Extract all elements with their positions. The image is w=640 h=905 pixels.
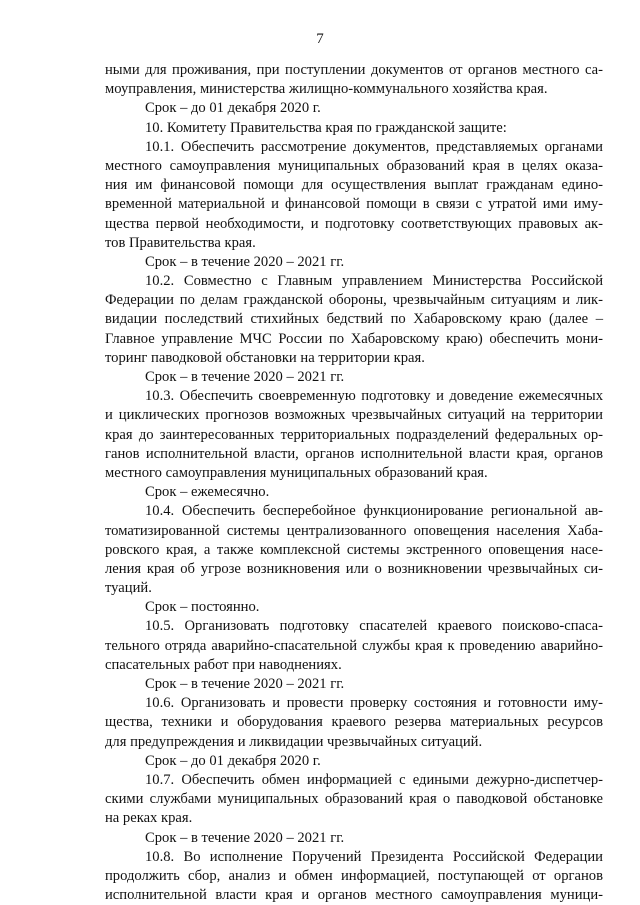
text-line: торинг паводковой обстановки на территории края. xyxy=(105,349,425,366)
text-line: 10.3. Обеспечить своевременную подготовку и доведение ежемесячных xyxy=(145,388,603,405)
text-line: ния им финансовой помощи для осуществления выплат гражданам едино- xyxy=(105,177,603,194)
text-line: 10.5. Организовать подготовку спасателей краевого поисково-спаса- xyxy=(145,618,603,635)
text-line: и циклических прогнозов возможных чрезвычайных ситуаций на территории xyxy=(105,407,603,424)
text-line: Главное управление МЧС России по Хабаровскому краю) обеспечить мони- xyxy=(105,330,603,347)
paragraph xyxy=(105,771,603,829)
text-line: Срок – до 01 декабря 2020 г. xyxy=(145,752,321,769)
text-line: 10. Комитету Правительства края по гражданской защите: xyxy=(145,119,507,136)
paragraph xyxy=(105,99,603,118)
paragraph xyxy=(105,848,603,905)
text-line: Срок – до 01 декабря 2020 г. xyxy=(145,100,321,117)
paragraph xyxy=(105,617,603,675)
paragraph xyxy=(105,829,603,848)
paragraph xyxy=(105,272,603,368)
text-line: Срок – в течение 2020 – 2021 гг. xyxy=(145,369,345,385)
text-line: 10.4. Обеспечить бесперебойное функционирование региональной ав- xyxy=(145,503,603,520)
text-line: Срок – в течение 2020 – 2021 гг. xyxy=(145,676,345,692)
page-number: 7 xyxy=(316,31,324,47)
text-line: 10.6. Организовать и провести проверку состояния и готовности иму- xyxy=(145,695,603,712)
text-line: 10.7. Обеспечить обмен информацией с едиными дежурно-диспетчер- xyxy=(145,771,603,788)
document-body xyxy=(105,61,603,905)
text-line: на реках края. xyxy=(105,810,193,827)
text-line: 10.2. Совместно с Главным управлением Министерства Российской xyxy=(145,273,603,290)
text-line: Срок – ежемесячно. xyxy=(145,484,270,501)
text-line: исполнительной власти края и органов местного самоуправления муници- xyxy=(105,887,603,904)
text-line: Федерации по делам гражданской обороны, чрезвычайным ситуациям и лик- xyxy=(105,292,603,309)
text-line: ными для проживания, при поступлении документов от органов местного са- xyxy=(105,62,603,78)
text-line: временной материальной и финансовой помощи в связи с утратой ими иму- xyxy=(105,196,603,213)
text-line: туаций. xyxy=(105,580,152,597)
paragraph xyxy=(105,387,603,483)
paragraph xyxy=(105,368,603,387)
text-line: Срок – постоянно. xyxy=(145,599,260,616)
paragraph xyxy=(105,675,603,694)
paragraph xyxy=(105,502,603,598)
text-line: 10.1. Обеспечить рассмотрение документов, представляемых органами xyxy=(145,138,603,155)
text-line: ления края об угрозе возникновения или о возникновении чрезвычайных си- xyxy=(105,560,603,577)
paragraph xyxy=(105,253,603,272)
text-line: Срок – в течение 2020 – 2021 гг. xyxy=(145,253,345,270)
text-line: 10.8. Во исполнение Поручений Президента Российской Федерации xyxy=(145,848,603,865)
text-line: щества, техники и оборудования краевого резерва материальных ресурсов xyxy=(105,714,603,731)
text-line: края до заинтересованных территориальных подразделений федеральных ор- xyxy=(105,426,603,443)
text-line: моуправления, министерства жилищно-коммунального хозяйства края. xyxy=(105,81,548,98)
text-line: ганов исполнительной власти, органов исполнительной власти края, органов xyxy=(105,445,603,462)
paragraph xyxy=(105,694,603,752)
text-line: продолжить сбор, анализ и обмен информацией, поступающей от органов xyxy=(105,867,603,884)
text-line: тов Правительства края. xyxy=(105,234,256,251)
text-line: ровского края, а также комплексной системы экстренного оповещения насе- xyxy=(105,541,603,558)
paragraph xyxy=(105,752,603,771)
text-line: видации последствий стихийных бедствий по Хабаровскому краю (далее – xyxy=(105,311,603,328)
text-line: щества первой необходимости, и подготовку соответствующих правовых ак- xyxy=(105,215,603,232)
text-line: томатизированной системы централизованного оповещения населения Хаба- xyxy=(105,522,603,539)
text-line: тельного отряда аварийно-спасательной службы края к проведению аварийно- xyxy=(105,637,603,654)
text-line: местного самоуправления муниципальных образований края. xyxy=(105,464,488,481)
text-line: для предупреждения и ликвидации чрезвычайных ситуаций. xyxy=(105,733,483,750)
paragraph xyxy=(105,598,603,617)
text-line: спасательных работ при наводнениях. xyxy=(105,656,342,673)
text-line: местного самоуправления муниципальных образований края в целях оказа- xyxy=(105,157,603,174)
paragraph xyxy=(105,119,603,138)
paragraph xyxy=(105,138,603,253)
paragraph xyxy=(105,483,603,502)
text-line: скими службами муниципальных образований края о паводковой обстановке xyxy=(105,791,603,808)
text-line: Срок – в течение 2020 – 2021 гг. xyxy=(145,829,345,846)
paragraph xyxy=(105,61,603,99)
